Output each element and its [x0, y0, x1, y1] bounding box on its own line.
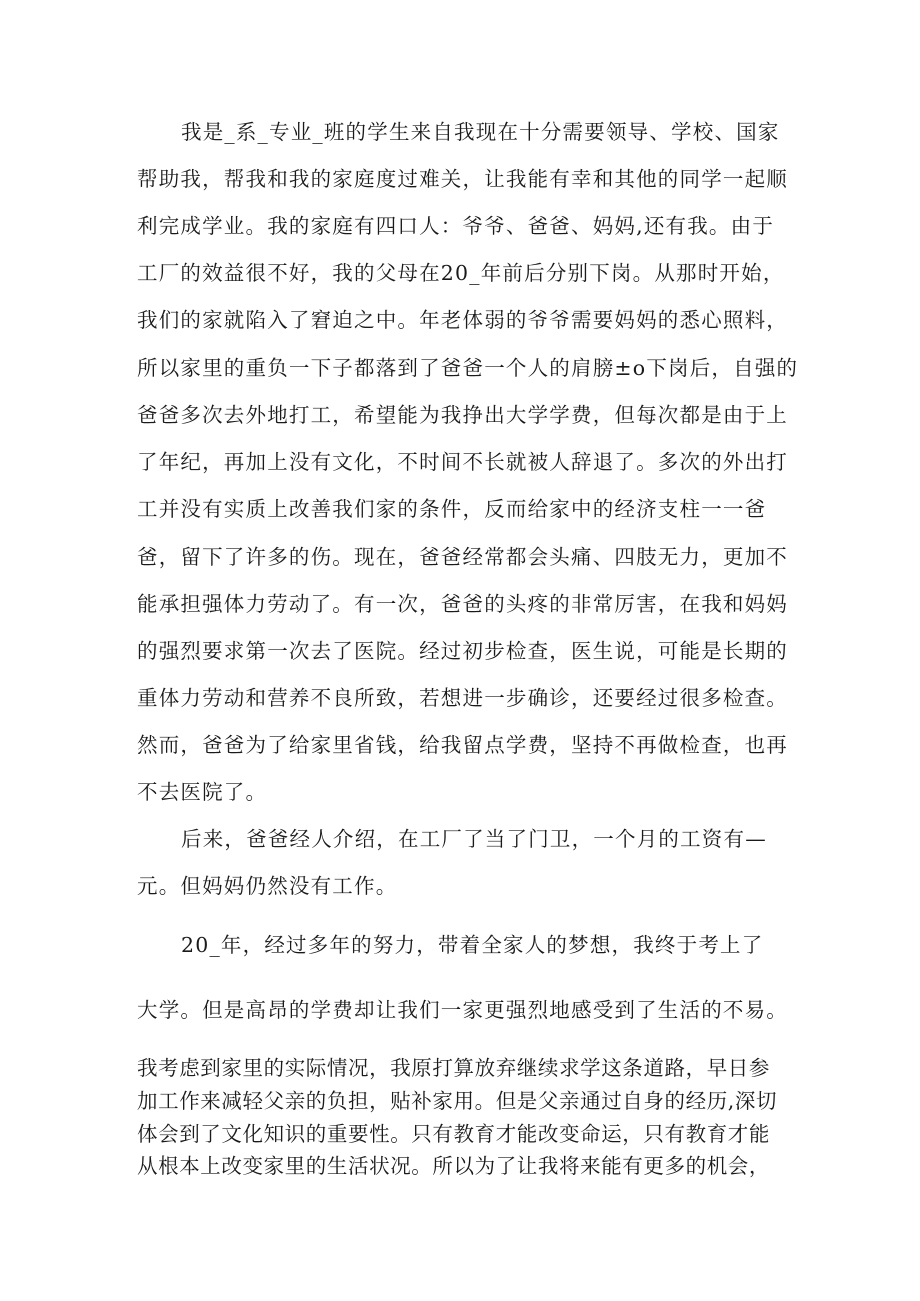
paragraph-line: 重体力劳动和营养不良所致，若想进一步确诊，还要经过很多检查。	[137, 686, 788, 710]
paragraph-line: 爸，留下了许多的伤。现在，爸爸经常都会头痛、四肢无力，更加不	[137, 545, 788, 569]
paragraph-line: 我考虑到家里的实际情况，我原打算放弃继续求学这条道路，早日参	[137, 1056, 770, 1080]
paragraph-line: 工并没有实质上改善我们家的条件，反而给家中的经济支柱一一爸	[137, 497, 767, 521]
paragraph-line: 我是_系_专业_班的学生来自我现在十分需要领导、学校、国家	[181, 120, 780, 144]
paragraph-line: 加工作来减轻父亲的负担，贴补家用。但是父亲通过自身的经历,深切	[137, 1089, 778, 1113]
paragraph-line: 帮助我，帮我和我的家庭度过难关，让我能有幸和其他的同学一起顺	[137, 167, 788, 191]
paragraph-line: 元。但妈妈仍然没有工作。	[137, 874, 398, 898]
paragraph-line: 20_年，经过多年的努力，带着全家人的梦想，我终于考上了	[181, 933, 764, 957]
paragraph-line: 爸爸多次去外地打工，希望能为我挣出大学学费，但每次都是由于上	[137, 403, 788, 427]
paragraph-line: 不去医院了。	[137, 780, 268, 804]
paragraph-line: 从根本上改变家里的生活状况。所以为了让我将来能有更多的机会，	[137, 1154, 770, 1178]
paragraph-line: 所以家里的重负一下子都落到了爸爸一个人的肩膀±o下岗后，自强的	[137, 356, 799, 380]
paragraph-line: 后来，爸爸经人介绍，在工厂了当了门卫，一个月的工资有—	[181, 827, 767, 851]
paragraph-line: 然而，爸爸为了给家里省钱，给我留点学费，坚持不再做检查，也再	[137, 733, 788, 757]
paragraph-line: 的强烈要求第一次去了医院。经过初步检查，医生说，可能是长期的	[137, 639, 788, 663]
paragraph-line: 我们的家就陷入了窘迫之中。年老体弱的爷爷需要妈妈的悉心照料，	[137, 308, 788, 332]
paragraph-line: 能承担强体力劳动了。有一次，爸爸的头疼的非常厉害，在我和妈妈	[137, 592, 788, 616]
paragraph-line: 工厂的效益很不好，我的父母在20_年前后分别下岗。从那时开始，	[137, 261, 785, 285]
paragraph-line: 体会到了文化知识的重要性。只有教育才能改变命运，只有教育才能	[137, 1122, 770, 1146]
paragraph-line: 利完成学业。我的家庭有四口人：爷爷、爸爸、妈妈,还有我。由于	[137, 214, 775, 238]
paragraph-line: 了年纪，再加上没有文化，不时间不长就被人辞退了。多次的外出打	[137, 450, 788, 474]
paragraph-line: 大学。但是高昂的学费却让我们一家更强烈地感受到了生活的不易。	[137, 998, 788, 1022]
